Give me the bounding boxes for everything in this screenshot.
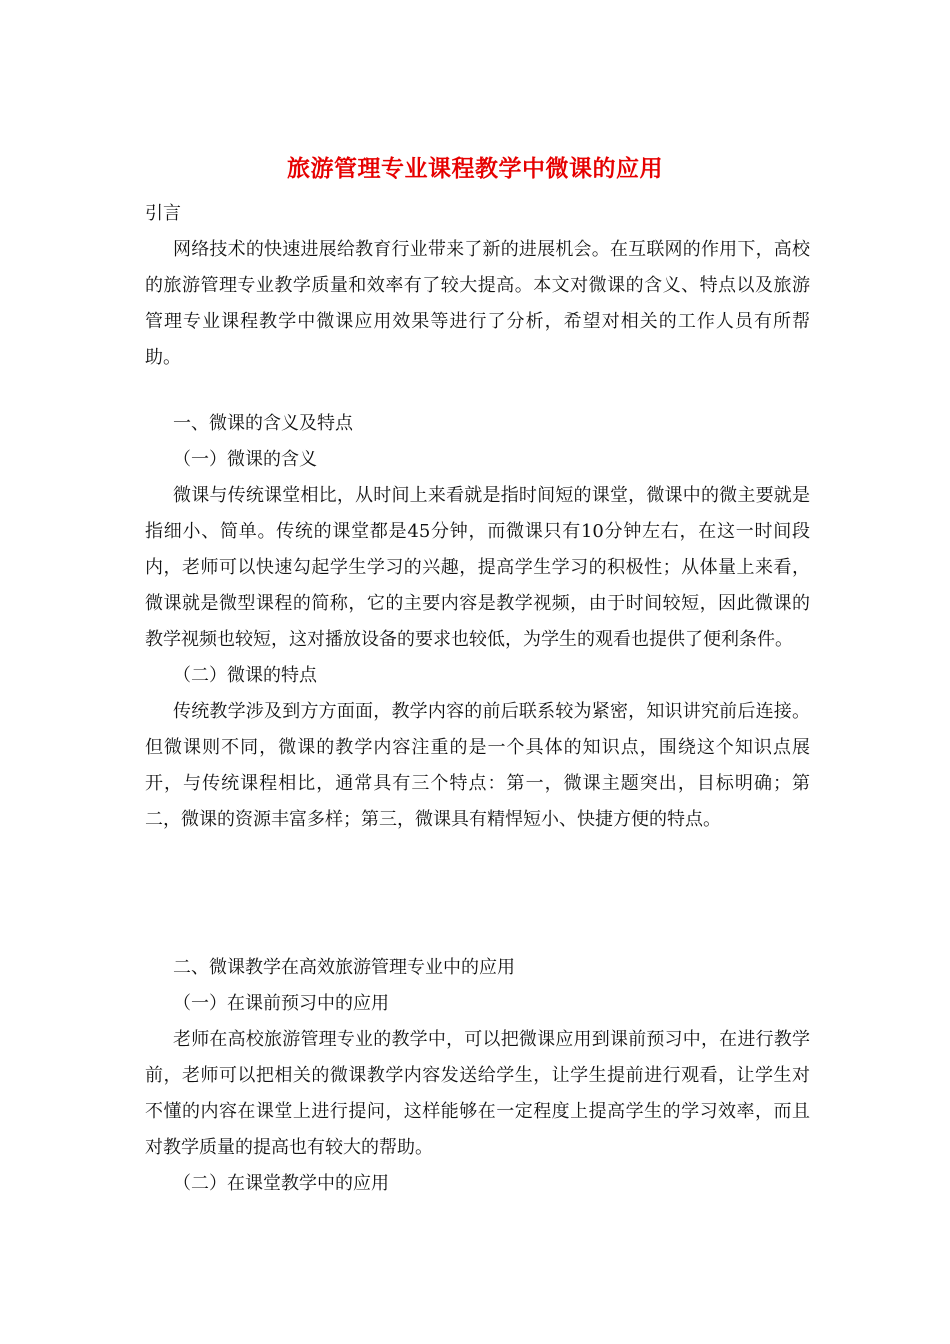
intro-section: [145, 196, 810, 376]
subsection-heading: （一）微课的含义: [173, 449, 317, 470]
intro-paragraph: 网络技术的快速进展给教育行业带来了新的进展机会。在互联网的作用下，高校的旅游管理专业教学质量和效率有了较大提高。本文对微课的含义、特点以及旅游管理专业课程教学中微课应用效果等进行了分析，希望对相关的工作人员有所帮助。: [145, 239, 810, 368]
subsection-heading: （二）微课的特点: [173, 665, 317, 686]
subsection-paragraph: 老师在高校旅游管理专业的教学中，可以把微课应用到课前预习中，在进行教学前，老师可以把相关的微课教学内容发送给学生，让学生提前进行观看，让学生对不懂的内容在课堂上进行提问，这样能够在一定程度上提高学生的学习效率，而且对教学质量的提高也有较大的帮助。: [145, 1029, 810, 1158]
section-2: [145, 950, 810, 1202]
section-1: [145, 406, 810, 838]
intro-label: 引言: [145, 203, 181, 224]
document-title: 旅游管理专业课程教学中微课的应用: [287, 155, 663, 182]
subsection-paragraph: 微课与传统课堂相比，从时间上来看就是指时间短的课堂，微课中的微主要就是指细小、简单。传统的课堂都是45分钟，而微课只有10分钟左右，在这一时间段内，老师可以快速勾起学生学习的兴趣，提高学生学习的积极性；从体量上来看，微课就是微型课程的简称，它的主要内容是教学视频，由于时间较短，因此微课的教学视频也较短，这对播放设备的要求也较低，为学生的观看也提供了便利条件。: [145, 485, 810, 650]
subsection-paragraph: 传统教学涉及到方方面面，教学内容的前后联系较为紧密，知识讲究前后连接。但微课则不同，微课的教学内容注重的是一个具体的知识点，围绕这个知识点展开，与传统课程相比，通常具有三个特点：第一，微课主题突出，目标明确；第二，微课的资源丰富多样；第三，微课具有精悍短小、快捷方便的特点。: [145, 701, 810, 830]
section-heading: 二、微课教学在高效旅游管理专业中的应用: [173, 957, 515, 978]
section-heading: 一、微课的含义及特点: [173, 413, 353, 434]
subsection-heading: （二）在课堂教学中的应用: [173, 1173, 389, 1194]
subsection-heading: （一）在课前预习中的应用: [173, 993, 389, 1014]
